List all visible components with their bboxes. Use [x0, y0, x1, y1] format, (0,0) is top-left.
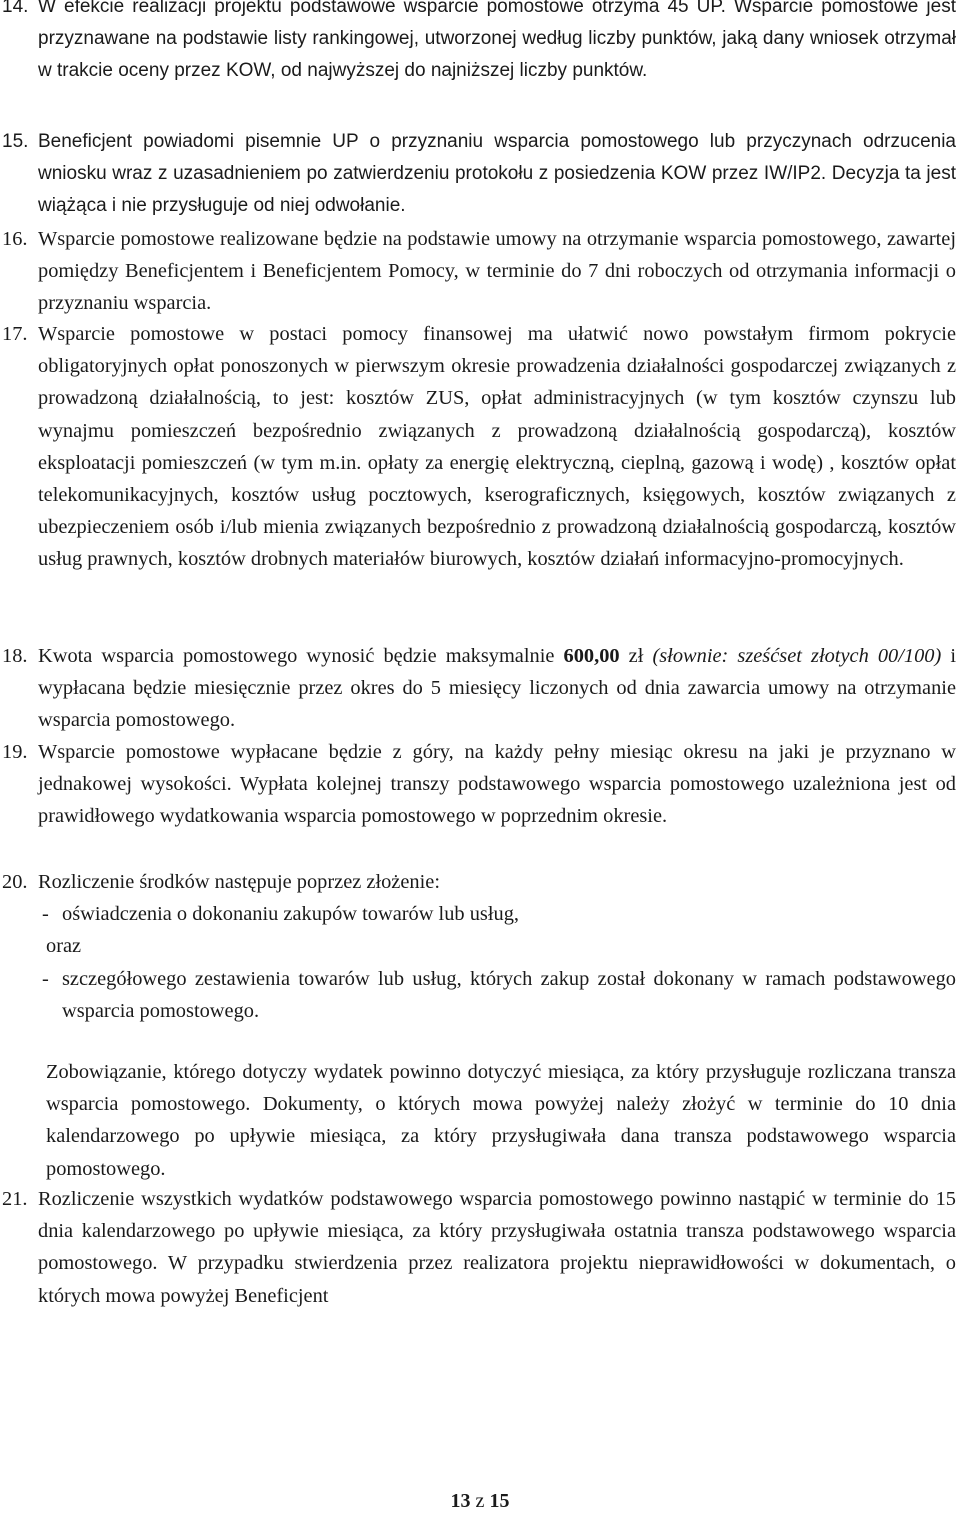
item-number: 19. [2, 741, 28, 763]
item-number: 17. [2, 323, 28, 345]
settlement-intro: Rozliczenie środków następuje poprzez złożenie: [38, 871, 440, 893]
page-number [0, 1487, 960, 1515]
item-number: 21. [2, 1188, 28, 1210]
total-pages: 15 [489, 1490, 510, 1512]
amount-outro: i wypłacana będzie miesięcznie przez okres do 5 miesięcy liczonych od dnia zawarcia umowy na otrzymanie wsparcia pomostowego. [38, 645, 956, 732]
paragraph-16 [2, 223, 956, 320]
paragraph-text: Wsparcie pomostowe wypłacane będzie z góry, na każdy pełny miesiąc okresu na jaki je przyznano w jednakowej wysokości. Wypłata kolejnej transzy podstawowego wsparcia pomostowego uzależniona jest od prawidłowego wydatkowania wsparcia pomostowego w poprzednim okresie. [38, 741, 956, 828]
bullet-text: szczegółowego zestawienia towarów lub usług, których zakup został dokonany w ramach podstawowego wsparcia pomostowego. [62, 967, 956, 1022]
obligation-note: Zobowiązanie, którego dotyczy wydatek powinno dotyczyć miesiąca, za który przysługuje rozliczana transza wsparcia pomostowego. Dokumenty, o których mowa powyżej należy złożyć w terminie do 10 dnia kalendarzowego po upływie miesiąca, za który przysługiwała dana transza podstawowego wsparcia pomostowego. [46, 1061, 956, 1180]
item-number: 18. [2, 645, 28, 667]
paragraph-text: W efekcie realizacji projektu podstawowe wsparcie pomostowe otrzyma 45 UP. Wsparcie pomostowe jest przyznawane na podstawie listy rankingowej, utworzonej według liczby punktów, jaką dany wniosek otrzymał w trakcie oceny przez KOW, od najwyższej do najniższej liczby punktów. [38, 0, 956, 82]
conjunction: oraz [46, 935, 82, 958]
bullet-dash: - [42, 903, 49, 926]
paragraph-text: Wsparcie pomostowe realizowane będzie na podstawie umowy na otrzymanie wsparcia pomostowego, zawartej pomiędzy Beneficjentem i Beneficjentem Pomocy, w terminie do 7 dni roboczych od otrzymania informacji o przyznaniu wsparcia. [38, 228, 956, 315]
item-number: 15. [2, 131, 29, 152]
paragraph-text [38, 866, 956, 1027]
page-separator: z [475, 1490, 485, 1512]
item-number: 16. [2, 228, 28, 250]
bullet-dash: - [42, 967, 49, 990]
paragraph-14 [2, 0, 956, 88]
paragraph-17 [2, 318, 956, 576]
item-number: 14. [2, 0, 29, 17]
amount-intro: Kwota wsparcia pomostowego wynosić będzie maksymalnie [38, 645, 564, 667]
paragraph-20 [2, 866, 956, 1027]
paragraph-text [38, 640, 956, 737]
paragraph-19 [2, 736, 956, 833]
paragraph-15 [2, 126, 956, 223]
bullet-text: oświadczenia o dokonaniu zakupów towarów lub usług, [62, 903, 519, 926]
amount-value: 600,00 [563, 645, 620, 667]
paragraph-18 [2, 640, 956, 737]
currency: zł [619, 645, 653, 667]
amount-in-words: (słownie: sześćset złotych 00/100) [652, 645, 942, 667]
settlement-bullet [38, 963, 956, 1027]
paragraph-text: Beneficjent powiadomi pisemnie UP o przyznaniu wsparcia pomostowego lub przyczynach odrzucenia wniosku wraz z uzasadnieniem po zatwierdzeniu protokołu z posiedzenia KOW przez IW/IP2. Decyzja ta jest wiążąca i nie przysługuje od niej odwołanie. [38, 131, 956, 217]
settlement-bullet [38, 898, 956, 930]
current-page: 13 [450, 1490, 471, 1512]
paragraph-text: Wsparcie pomostowe w postaci pomocy finansowej ma ułatwić nowo powstałym firmom pokrycie obligatoryjnych opłat ponoszonych w pierwszym okresie prowadzenia działalności gospodarczej związanych z prowadzoną działalnością, to jest: kosztów ZUS, opłat administracyjnych (w tym kosztów czynszu lub wynajmu pomieszczeń bezpośrednio związanych z prowadzoną działalnością gospodarczą), kosztów eksploatacji pomieszczeń (w tym m.in. opłaty za energię elektryczną, cieplną, gazową i wodę) , kosztów opłat telekomunikacyjnych, kosztów usług pocztowych, kserograficznych, księgowych, kosztów związanych z ubezpieczeniem osób i/lub mienia związanych bezpośrednio z prowadzoną działalnością gospodarczą, kosztów usług prawnych, kosztów drobnych materiałów biurowych, kosztów działań informacyjno-promocyjnych. [38, 323, 956, 571]
paragraph-21 [2, 1183, 956, 1312]
item-number: 20. [2, 871, 28, 893]
paragraph-text: Rozliczenie wszystkich wydatków podstawowego wsparcia pomostowego powinno nastąpić w terminie do 15 dnia kalendarzowego po upływie miesiąca, za który przysługiwała ostatnia transza podstawowego wsparcia pomostowego. W przypadku stwierdzenia przez realizatora projektu nieprawidłowości w dokumentach, o których mowa powyżej Beneficjent [38, 1188, 956, 1307]
